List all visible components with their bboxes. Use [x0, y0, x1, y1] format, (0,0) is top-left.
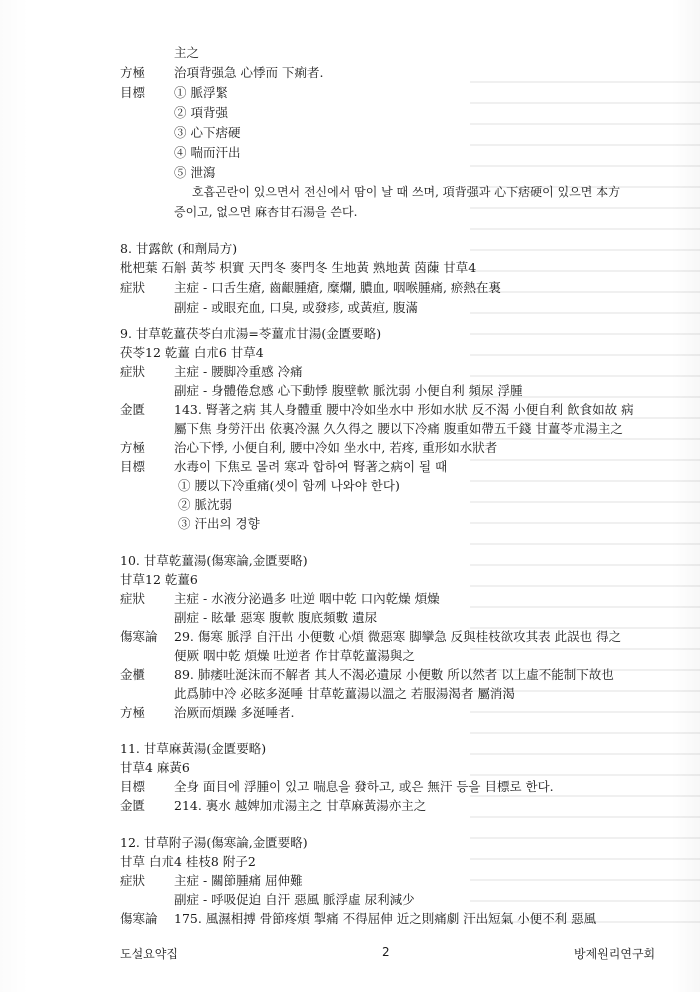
- main-symptom: 主症 - 關節腫痛 屈伸難: [174, 873, 303, 888]
- mubiao-item: ⑤ 泄瀉: [174, 165, 216, 180]
- fangji-text: 治厥而煩躁 多涎唾者.: [174, 705, 295, 720]
- shanghan-text: 29. 傷寒 脈浮 自汗出 小便數 心煩 微惡寒 脚攣急 反與桂枝欲攻其表 此誤也 得之: [174, 629, 622, 644]
- mubiao-text: 水毒이 下焦로 몰려 寒과 합하여 腎著之病이 될 때: [174, 459, 448, 474]
- zhengzhuang-label: 症狀: [120, 364, 146, 379]
- mubiao-label: 目標: [120, 459, 146, 474]
- mubiao-label: 目標: [120, 779, 146, 794]
- sub-symptom: 副症 - 呼吸促迫 自汗 惡風 脈浮虛 尿利減少: [174, 892, 415, 907]
- jingui-text: 143. 腎著之病 其人身體重 腰中冷如坐水中 形如水狀 反不渴 小便自利 飮食如故 病: [174, 402, 634, 417]
- jingui-text: 此爲肺中冷 必眩多涎唾 甘草乾薑湯以溫之 若服湯渴者 屬消渴: [174, 686, 515, 701]
- page-number: 2: [382, 945, 390, 959]
- jingui-label: 金櫃: [120, 667, 146, 682]
- note-text: 호흡곤란이 있으면서 전신에서 땀이 날 때 쓰며, 項背强과 心下痞硬이 있으면 本方: [192, 185, 621, 199]
- section-title: 12. 甘草附子湯(傷寒論,金匱要略): [120, 835, 308, 850]
- section-title: 11. 甘草麻黃湯(金匱要略): [120, 741, 267, 756]
- jingui-label: 金匱: [120, 402, 146, 417]
- footer-left: 도설요약집: [120, 947, 178, 961]
- zhengzhuang-label: 症狀: [120, 280, 146, 295]
- sub-symptom: 副症 - 身體倦怠感 心下動悸 腹壁軟 脈沈弱 小便自利 頻尿 浮腫: [174, 383, 523, 398]
- fangji-label: 方極: [120, 440, 146, 455]
- mubiao-item: ④ 喘而汗出: [174, 145, 241, 160]
- jingui-text: 屬下焦 身勞汗出 依裏冷濕 久久得之 腰以下冷痛 腹重如帶五千錢 甘薑苓朮湯主之: [174, 421, 623, 436]
- formula: 甘草12 乾薑6: [120, 572, 198, 587]
- mubiao-item: ① 脈浮緊: [174, 85, 228, 100]
- formula: 甘草 白朮4 桂枝8 附子2: [120, 854, 256, 869]
- fangji-text: 治項背强急 心悸而 下痢者.: [174, 65, 324, 80]
- footer-right: 방제원리연구회: [574, 947, 656, 961]
- main-symptom: 主症 - 腰脚冷重感 冷痛: [174, 364, 303, 379]
- sub-symptom: 副症 - 或眼充血, 口臭, 或發疹, 或黃疸, 腹滿: [174, 300, 418, 315]
- formula: 茯苓12 乾薑 白朮6 甘草4: [120, 345, 264, 360]
- mubiao-item: ③ 心下痞硬: [174, 125, 241, 140]
- section-title: 10. 甘草乾薑湯(傷寒論,金匱要略): [120, 553, 308, 568]
- shanghan-label: 傷寒論: [120, 629, 158, 644]
- continuation-text: 主之: [174, 45, 200, 60]
- formula: 枇杷葉 石斛 黃芩 枳實 天門冬 麥門冬 生地黃 熟地黃 茵蔯 甘草4: [120, 260, 477, 275]
- section-title: 9. 甘草乾薑茯苓白朮湯=苓薑朮甘湯(金匱要略): [120, 326, 382, 341]
- mubiao-text: 全身 面目에 浮腫이 있고 喘息을 發하고, 或은 無汗 등을 目標로 한다.: [174, 779, 554, 794]
- shanghan-text: 175. 風濕相搏 骨節疼煩 掣痛 不得屈伸 近之則痛劇 汗出短氣 小便不利 惡風: [174, 911, 597, 926]
- fangji-label: 方極: [120, 65, 146, 80]
- zhengzhuang-label: 症狀: [120, 591, 146, 606]
- shanghan-text: 便厥 咽中乾 煩燥 吐逆者 作甘草乾薑湯與之: [174, 648, 415, 663]
- section-title: 8. 甘露飮 (和劑局方): [120, 241, 238, 256]
- shanghan-label: 傷寒論: [120, 911, 158, 926]
- mubiao-item: ① 腰以下冷重痛(셋이 함께 나와야 한다): [178, 478, 400, 493]
- jingui-label: 金匱: [120, 798, 146, 813]
- sub-symptom: 副症 - 眩暈 惡寒 腹軟 腹底頻數 遺尿: [174, 610, 378, 625]
- main-symptom: 主症 - 水液分泌過多 吐逆 咽中乾 口內乾燥 煩燥: [174, 591, 440, 606]
- mubiao-label: 目標: [120, 85, 146, 100]
- jingui-text: 214. 裏水 越婢加朮湯主之 甘草麻黃湯亦主之: [174, 798, 427, 813]
- note-text: 증이고, 없으면 麻杏甘石湯을 쓴다.: [174, 205, 358, 219]
- mubiao-item: ② 脈沈弱: [178, 497, 232, 512]
- mubiao-item: ② 項背强: [174, 105, 228, 120]
- main-symptom: 主症 - 口舌生瘡, 齒齦腫瘡, 糜爛, 膿血, 咽喉腫痛, 瘀熱在裏: [174, 280, 501, 295]
- formula: 甘草4 麻黃6: [120, 760, 190, 775]
- fangji-text: 治心下悸, 小便自利, 腰中冷如 坐水中, 若疼, 重形如水狀者: [174, 440, 498, 455]
- zhengzhuang-label: 症狀: [120, 873, 146, 888]
- fangji-label: 方極: [120, 705, 146, 720]
- mubiao-item: ③ 汗出의 경향: [178, 516, 260, 531]
- jingui-text: 89. 肺痿吐涎沫而不解者 其人不渴必遺尿 小便數 所以然者 以上虛不能制下故也: [174, 667, 614, 682]
